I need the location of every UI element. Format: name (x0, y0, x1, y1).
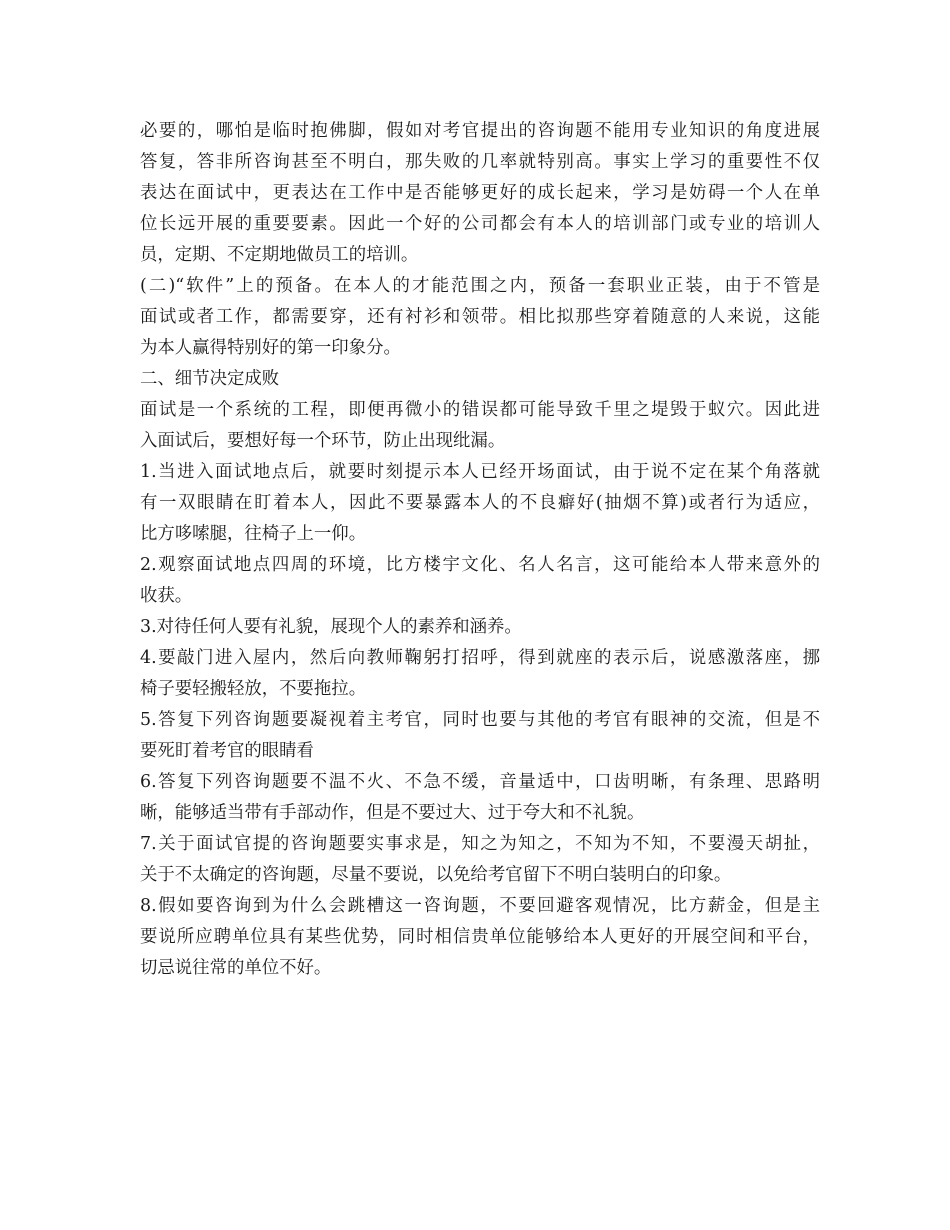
text-line: 面试或者工作，都需要穿，还有衬衫和领带。相比拟那些穿着随意的人来说，这能 (140, 307, 820, 327)
text-line: 表达在面试中，更表达在工作中是否能够更好的成长起来，学习是妨碍一个人在单 (140, 183, 820, 203)
text-line: 关于不太确定的咨询题，尽量不要说，以免给考官留下不明白装明白的印象。 (140, 865, 732, 885)
document-body (140, 116, 820, 984)
text-line: 为本人赢得特别好的第一印象分。 (140, 338, 401, 358)
text-line: 椅子要轻搬轻放，不要拖拉。 (140, 679, 367, 699)
list-item (140, 643, 820, 705)
list-item (140, 457, 820, 550)
text-line: 6.答复下列咨询题要不温不火、不急不缓，音量适中，口齿明晰，有条理、思路明 (140, 772, 820, 792)
text-line: 答复，答非所咨询甚至不明白，那失败的几率就特别高。事实上学习的重要性不仅 (140, 152, 820, 172)
list-item (140, 829, 820, 891)
text-line: 5.答复下列咨询题要凝视着主考官，同时也要与其他的考官有眼神的交流，但是不 (140, 710, 820, 730)
text-line: 要死盯着考官的眼睛看 (140, 741, 314, 761)
paragraph (140, 395, 820, 457)
text-line: 8.假如要咨询到为什么会跳槽这一咨询题，不要回避客观情况，比方薪金，但是主 (140, 896, 820, 916)
text-line: 1.当进入面试地点后，就要时刻提示本人已经开场面试，由于说不定在某个角落就 (140, 462, 820, 482)
text-line: 入面试后，要想好每一个环节，防止出现纰漏。 (140, 431, 506, 451)
list-item (140, 705, 820, 767)
text-line: 员，定期、不定期地做员工的培训。 (140, 245, 419, 265)
paragraph (140, 116, 820, 271)
list-item (140, 767, 820, 829)
section-heading (140, 364, 820, 395)
text-line: 面试是一个系统的工程，即便再微小的错误都可能导致千里之堤毁于蚁穴。因此进 (140, 400, 820, 420)
text-line: 晰，能够适当带有手部动作，但是不要过大、过于夸大和不礼貌。 (140, 803, 645, 823)
text-line: 比方哆嗦腿，往椅子上一仰。 (140, 524, 367, 544)
text-line: 收获。 (140, 586, 193, 606)
text-line: 有一双眼睛在盯着本人，因此不要暴露本人的不良癖好(抽烟不算)或者行为适应， (140, 493, 820, 513)
text-line: 要说所应聘单位具有某些优势，同时相信贵单位能够给本人更好的开展空间和平台， (140, 927, 820, 947)
list-item (140, 550, 820, 612)
text-line: 位长远开展的重要要素。因此一个好的公司都会有本人的培训部门或专业的培训人 (140, 214, 820, 234)
paragraph (140, 271, 820, 364)
text-line: 2.观察面试地点四周的环境，比方楼宇文化、名人名言，这可能给本人带来意外的 (140, 555, 820, 575)
text-line: 切忌说往常的单位不好。 (140, 958, 332, 978)
text-line: 3.对待任何人要有礼貌，展现个人的素养和涵养。 (140, 617, 522, 637)
heading-text: 二、细节决定成败 (140, 369, 280, 389)
list-item (140, 891, 820, 984)
text-line: (二)“软件”上的预备。在本人的才能范围之内，预备一套职业正装，由于不管是 (140, 276, 820, 296)
text-line: 必要的，哪怕是临时抱佛脚，假如对考官提出的咨询题不能用专业知识的角度进展 (140, 121, 820, 141)
list-item (140, 612, 820, 643)
text-line: 4.要敲门进入屋内，然后向教师鞠躬打招呼，得到就座的表示后，说感激落座，挪 (140, 648, 820, 668)
text-line: 7.关于面试官提的咨询题要实事求是，知之为知之，不知为不知，不要漫天胡扯， (140, 834, 820, 854)
